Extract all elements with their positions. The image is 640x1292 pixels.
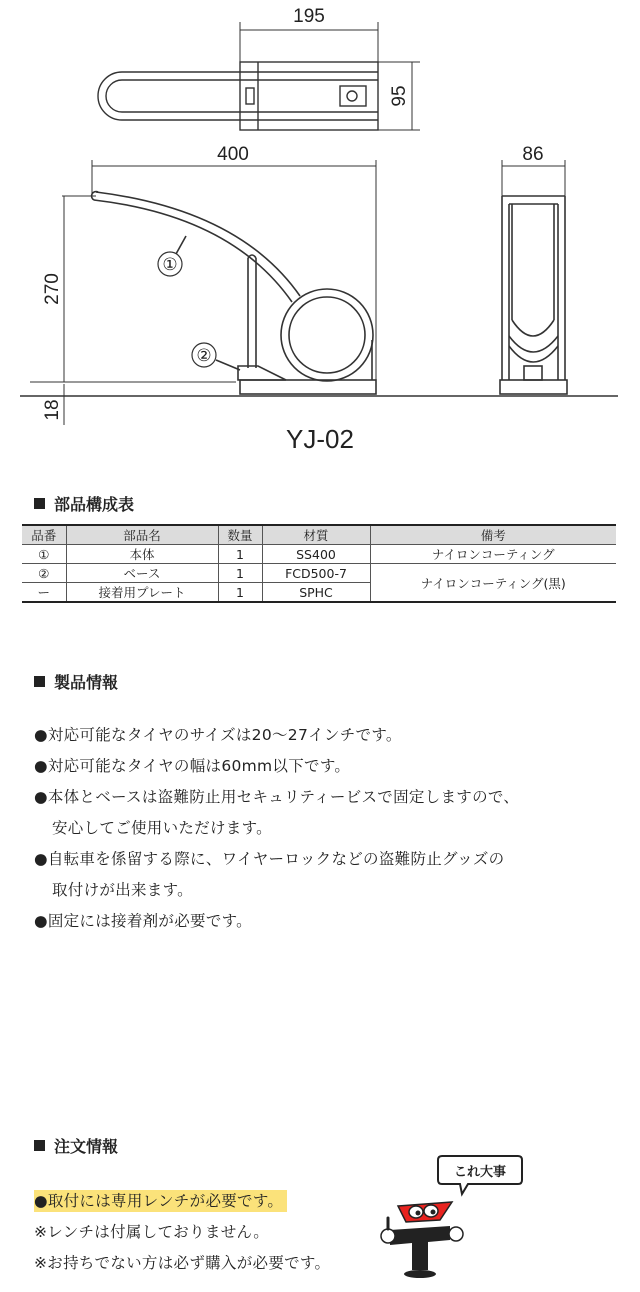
dim-side-width: 400: [217, 144, 249, 165]
cell-part-no: ー: [22, 583, 66, 603]
product-info-heading: [34, 670, 118, 693]
highlight-note: ●取付には専用レンチが必要です。: [34, 1190, 287, 1212]
table-row: [22, 545, 616, 564]
list-item: ●固定には接着剤が必要です。: [34, 912, 252, 930]
order-info-title: 注文情報: [54, 1137, 119, 1156]
list-item: ●対応可能なタイヤのサイズは20〜27インチです。: [34, 726, 402, 744]
cell-material: SS400: [262, 545, 370, 564]
parts-table-title: 部品構成表: [54, 495, 135, 514]
list-item: ●対応可能なタイヤの幅は60mm以下です。: [34, 757, 351, 775]
square-bullet-icon: [34, 676, 45, 687]
callout-2: ②: [196, 346, 212, 366]
square-bullet-icon: [34, 498, 45, 509]
cell-quantity: 1: [218, 545, 262, 564]
mascot-bubble-text: これ大事: [453, 1165, 507, 1180]
dim-top-height: 95: [389, 85, 410, 107]
product-info-list: [34, 720, 519, 937]
cell-material: FCD500-7: [262, 564, 370, 583]
cell-material: SPHC: [262, 583, 370, 603]
cell-quantity: 1: [218, 564, 262, 583]
cell-part-name: 接着用プレート: [66, 583, 218, 603]
header-quantity: 数量: [218, 525, 262, 545]
square-bullet-icon: [34, 1140, 45, 1151]
header-material: 材質: [262, 525, 370, 545]
cell-quantity: 1: [218, 583, 262, 603]
cell-note: ナイロンコーティング(黒): [370, 564, 616, 603]
table-header-row: [22, 525, 616, 545]
dim-front-width: 86: [522, 144, 544, 165]
parts-table-heading: [34, 492, 134, 515]
header-part-name: 部品名: [66, 525, 218, 545]
technical-drawing: [0, 0, 640, 470]
dim-base: 18: [42, 399, 63, 421]
dim-top-width: 195: [293, 6, 325, 27]
list-item: ※レンチは付属しておりません。: [34, 1223, 270, 1241]
cell-part-no: ①: [22, 545, 66, 564]
list-item: 取付けが出来ます。: [52, 881, 193, 899]
cell-part-name: ベース: [66, 564, 218, 583]
callout-1: ①: [162, 255, 178, 275]
list-item: 安心してご使用いただけます。: [52, 819, 272, 837]
header-note: 備考: [370, 525, 616, 545]
list-item: ※お持ちでない方は必ず購入が必要です。: [34, 1254, 331, 1272]
header-part-no: 品番: [22, 525, 66, 545]
dim-side-height: 270: [42, 273, 63, 305]
cell-part-name: 本体: [66, 545, 218, 564]
list-item: ●本体とベースは盗難防止用セキュリティービスで固定しますので、: [34, 788, 520, 806]
list-item: ●自転車を係留する際に、ワイヤーロックなどの盗難防止グッズの: [34, 850, 505, 868]
order-info-heading: [34, 1134, 118, 1157]
order-info-list: [34, 1186, 330, 1279]
cell-note: ナイロンコーティング: [370, 545, 616, 564]
product-info-title: 製品情報: [54, 673, 119, 692]
cell-part-no: ②: [22, 564, 66, 583]
mascot-illustration: [376, 1150, 526, 1280]
table-row: [22, 564, 616, 583]
model-number: YJ-02: [286, 424, 354, 454]
parts-table: [22, 524, 616, 603]
